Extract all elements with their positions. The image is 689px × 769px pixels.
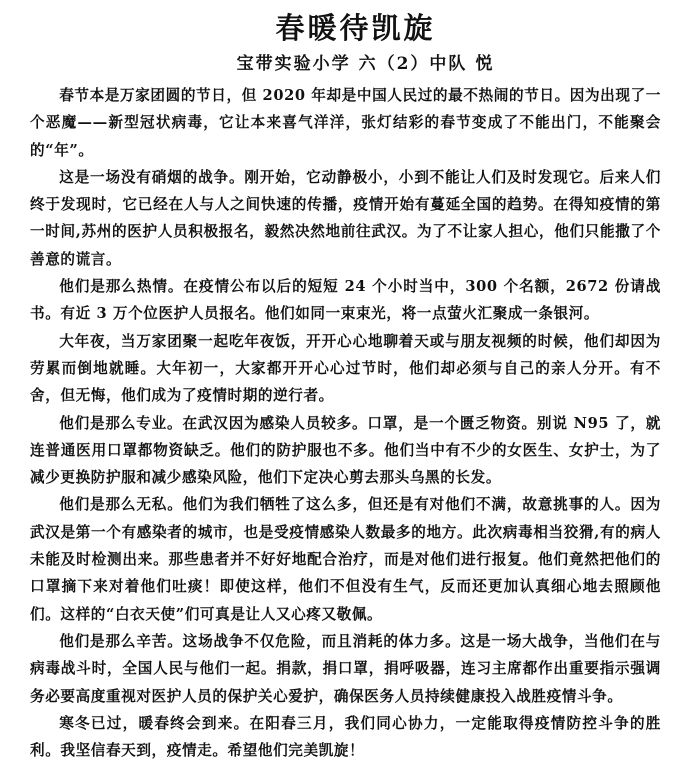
paragraph: 春节本是万家团圆的节日，但 2020 年却是中国人民过的最不热闹的节日。因为出现了一个恶魔——新型冠状病毒，它让本来喜气洋洋，张灯结彩的春节变成了不能出门，不能聚会的“年”。 [30, 87, 661, 159]
paragraph: 寒冬已过，暖春终会到来。在阳春三月，我们同心协力，一定能取得疫情防控斗争的胜利。我坚信春天到，疫情走。希望他们完美凯旋！ [30, 714, 661, 760]
paragraph: 他们是那么无私。他们为我们牺牲了这么多，但还是有对他们不满，故意挑事的人。因为武汉是第一个有感染者的城市，也是受疫情感染人数最多的地方。此次病毒相当狡猾,有的病人未能及时检测出来。那些患者并不好好地配合治疗，而是对他们进行报复。他们竟然把他们的口罩摘下来对着他们吐痰！即使这样，他们不但没有生气，反而还更加认真细心地去照顾他们。这样的“白衣天使”们可真是让人又心疼又敬佩。 [30, 496, 661, 623]
paragraph: 他们是那么辛苦。这场战争不仅危险，而且消耗的体力多。这是一场大战争，当他们在与病毒战斗时，全国人民与他们一起。捐款，捐口罩，捐呼吸器，连习主席都作出重要指示强调务必要高度重视对医护人员的保护关心爱护，确保医务人员持续健康投入战胜疫情斗争。 [30, 632, 661, 705]
paragraph: 他们是那么专业。在武汉因为感染人员较多。口罩，是一个匮乏物资。别说 N95 了，就连普通医用口罩都物资缺乏。他们的防护服也不多。他们当中有不少的女医生、女护士，为了减少更换防护服和减少感染风险，他们下定决心剪去那头乌黑的长发。 [30, 414, 661, 487]
article-body [30, 82, 661, 764]
paragraph: 这是一场没有硝烟的战争。刚开始，它动静极小，小到不能让人们及时发现它。后来人们终于发现时，它已经在人与人之间快速的传播，疫情开始有蔓延全国的趋势。在得知疫情的第一时间,苏州的医护人员积极报名，毅然决然地前往武汉。为了不让家人担心，他们只能撒了个善意的谎言。 [30, 168, 661, 268]
paragraph: 大年夜，当万家团聚一起吃年夜饭，开开心心地聊着天或与朋友视频的时候，他们却因为劳累而倒地就睡。大年初一，大家都开开心心过节时，他们却必须与自己的亲人分开。有不舍，但无悔，他们成为了疫情时期的逆行者。 [30, 332, 661, 405]
author-byline: 宝带实验小学 六（2）中队 悦 [236, 54, 495, 74]
page-title: 春暖待凯旋 [275, 11, 436, 45]
paragraph: 他们是那么热情。在疫情公布以后的短短 24 个小时当中，300 个名额，2672 份请战书。有近 3 万个位医护人员报名。他们如同一束束光，将一点萤火汇聚成一条银河。 [30, 278, 661, 323]
